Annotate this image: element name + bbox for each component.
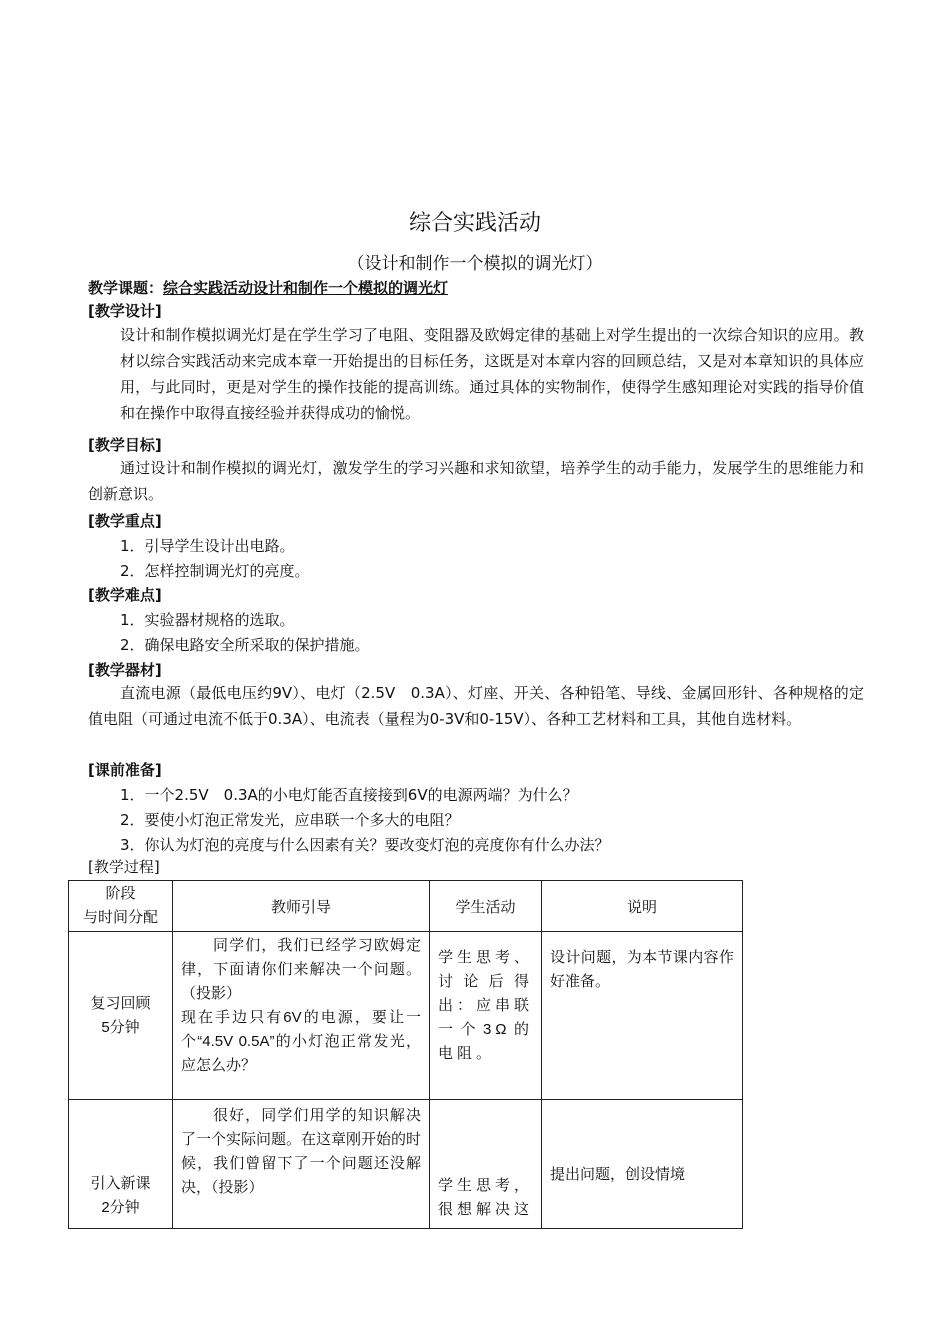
- row1-note-cell: [542, 932, 743, 1100]
- row2-teacher: [173, 1100, 430, 1229]
- equipment-text: 直流电源（最低电压约9V）、电灯（2.5V 0.3A）、灯座、开关、各种铅笔、导线、金属回形针、各种规格的定值电阻（可通过电流不低于0.3A）、电流表（量程为0-3V和0-15V）、各种工艺材料和工具，其他自选材料。: [88, 684, 864, 728]
- row2-student-cell: [430, 1100, 542, 1229]
- process-table: [68, 880, 743, 1229]
- topic-value: 综合实践活动设计和制作一个模拟的调光灯: [163, 279, 449, 297]
- difficulty-heading: [教学难点]: [88, 586, 162, 604]
- row2-teacher-p1: 很好，同学们用学的知识解决了一个实际问题。在这章刚开始的时候，我们曾留下了一个问题还没解决，（投影）: [181, 1107, 422, 1196]
- table-row: [69, 1100, 743, 1229]
- header-note: 说明: [542, 881, 743, 932]
- row1-stage-line2: 5分钟: [101, 1018, 140, 1036]
- key-heading: [教学重点]: [88, 512, 162, 530]
- row1-note: 设计问题，为本节课内容作好准备。: [550, 949, 734, 990]
- row2-student: 学生思考，很想解决这: [438, 1177, 534, 1218]
- row2-note: 提出问题，创设情境: [550, 1166, 686, 1183]
- goal-text: 通过设计和制作模拟的调光灯，激发学生的学习兴趣和求知欲望，培养学生的动手能力，发展学生的思维能力和创新意识。: [88, 459, 864, 503]
- table-header-row: [69, 881, 743, 932]
- row1-teacher-p2: 现在手边只有6V的电源，要让一个“4.5V 0.5A”的小灯泡正常发光，应怎么办？: [181, 1009, 421, 1074]
- row2-stage-line2: 2分钟: [101, 1199, 140, 1216]
- row1-stage-line1: 复习回顾: [90, 994, 151, 1012]
- design-heading: [教学设计]: [88, 302, 162, 320]
- page-subtitle: （设计和制作一个模拟的调光灯）: [347, 254, 603, 274]
- design-text: 设计和制作模拟调光灯是在学生学习了电阻、变阻器及欧姆定律的基础上对学生提出的一次综合知识的应用。教材以综合实践活动来完成本章一开始提出的目标任务，这既是对本章内容的回顾总结，又是对本章知识的具体应用，与此同时，更是对学生的操作技能的提高训练。通过具体的实物制作，使得学生感知理论对实践的指导价值和在操作中取得直接经验并获得成功的愉悦。: [120, 326, 864, 422]
- page-title: 综合实践活动: [408, 211, 541, 236]
- process-heading: [教学过程]: [88, 858, 160, 876]
- difficulty-item-1: 1．实验器材规格的选取。: [120, 611, 295, 629]
- header-stage-line2: 与时间分配: [82, 909, 158, 926]
- prep-item-1: 1．一个2.5V 0.3A的小电灯能否直接接到6V的电源两端？为什么？: [120, 786, 578, 804]
- prep-item-2: 2．要使小灯泡正常发光，应串联一个多大的电阻？: [120, 811, 460, 829]
- prep-item-3: 3．你认为灯泡的亮度与什么因素有关？要改变灯泡的亮度你有什么办法？: [120, 836, 610, 854]
- row1-student: 学生思考、讨论后得出：应串联一个3Ω的电阻。: [438, 949, 534, 1062]
- equipment-heading: [教学器材]: [88, 661, 162, 679]
- goal-heading: [教学目标]: [88, 436, 162, 454]
- header-teacher: 教师引导: [173, 881, 430, 932]
- row2-note-cell: [542, 1100, 743, 1229]
- table-row: [69, 932, 743, 1100]
- topic-label: 教学课题：: [88, 279, 164, 297]
- key-item-2: 2．怎样控制调光灯的亮度。: [120, 562, 310, 580]
- difficulty-item-2: 2．确保电路安全所采取的保护措施。: [120, 636, 370, 654]
- key-item-1: 1．引导学生设计出电路。: [120, 537, 295, 555]
- header-stage-line1: 阶段: [105, 885, 136, 902]
- prep-heading: [课前准备]: [88, 761, 162, 779]
- row1-stage: [69, 932, 173, 1100]
- header-student: 学生活动: [430, 881, 542, 932]
- topic-line: [88, 277, 448, 298]
- row2-stage: [69, 1100, 173, 1229]
- row1-student-cell: [430, 932, 542, 1100]
- row1-teacher: [173, 932, 430, 1100]
- row1-teacher-p1: 同学们，我们已经学习欧姆定律，下面请你们来解决一个问题。（投影）: [181, 937, 421, 1002]
- header-stage: [69, 881, 173, 932]
- row2-stage-line1: 引入新课: [90, 1175, 151, 1192]
